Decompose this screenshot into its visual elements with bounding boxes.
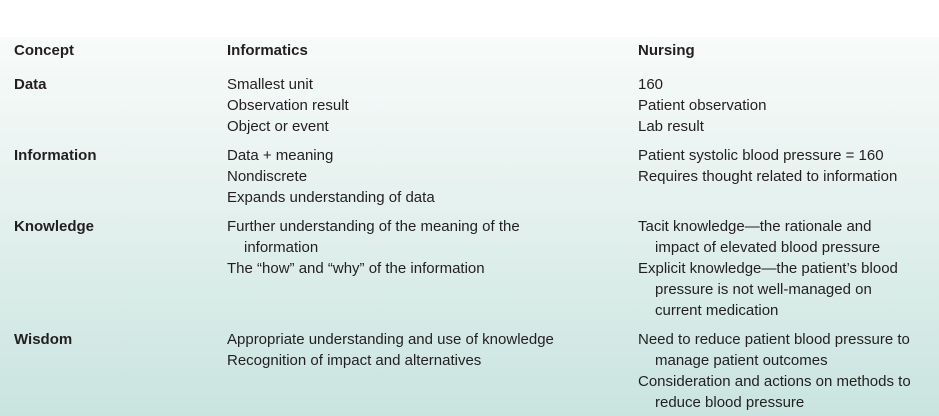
- nursing-entry: Lab result: [638, 118, 704, 135]
- informatics-entry: Object or event: [227, 118, 329, 135]
- nursing-cell: [638, 74, 933, 137]
- informatics-entry: Expands understanding of data: [227, 189, 435, 206]
- nursing-cell: [638, 145, 933, 187]
- concept-label: Data: [14, 76, 47, 93]
- informatics-entry: Recognition of impact and alternatives: [227, 352, 482, 369]
- informatics-entry: The “how” and “why” of the information: [227, 260, 485, 277]
- concept-label: Information: [14, 147, 97, 164]
- informatics-entry: Observation result: [227, 97, 349, 114]
- informatics-entry: Smallest unit: [227, 76, 313, 93]
- concept-label: Knowledge: [14, 218, 95, 235]
- concept-table: [0, 37, 939, 416]
- concept-label: Wisdom: [14, 331, 73, 348]
- nursing-cell: [638, 216, 908, 321]
- informatics-cell: [227, 74, 627, 137]
- informatics-cell: [227, 145, 627, 208]
- informatics-entry: Appropriate understanding and use of knowledge: [227, 331, 554, 348]
- informatics-cell: [227, 216, 557, 279]
- top-margin: [0, 0, 939, 37]
- nursing-entry: Need to reduce patient blood pressure to manage patient outcomes: [638, 331, 910, 369]
- header-concept: Concept: [14, 42, 74, 59]
- nursing-entry: 160: [638, 76, 664, 93]
- informatics-cell: [227, 329, 627, 371]
- nursing-entry: Patient systolic blood pressure = 160: [638, 147, 884, 164]
- nursing-entry: Tacit knowledge—the rationale and impact of elevated blood pressure: [638, 218, 881, 256]
- informatics-entry: Further understanding of the meaning of the information: [227, 218, 520, 256]
- nursing-entry: Consideration and actions on methods to reduce blood pressure: [638, 373, 911, 411]
- nursing-entry: Patient observation: [638, 97, 767, 114]
- informatics-entry: Data + meaning: [227, 147, 334, 164]
- nursing-cell: [638, 329, 923, 413]
- informatics-entry: Nondiscrete: [227, 168, 308, 185]
- header-informatics: Informatics: [227, 42, 308, 59]
- nursing-entry: Explicit knowledge—the patient’s blood pressure is not well-managed on current medication: [638, 260, 898, 319]
- nursing-entry: Requires thought related to information: [638, 168, 898, 185]
- header-nursing: Nursing: [638, 42, 695, 59]
